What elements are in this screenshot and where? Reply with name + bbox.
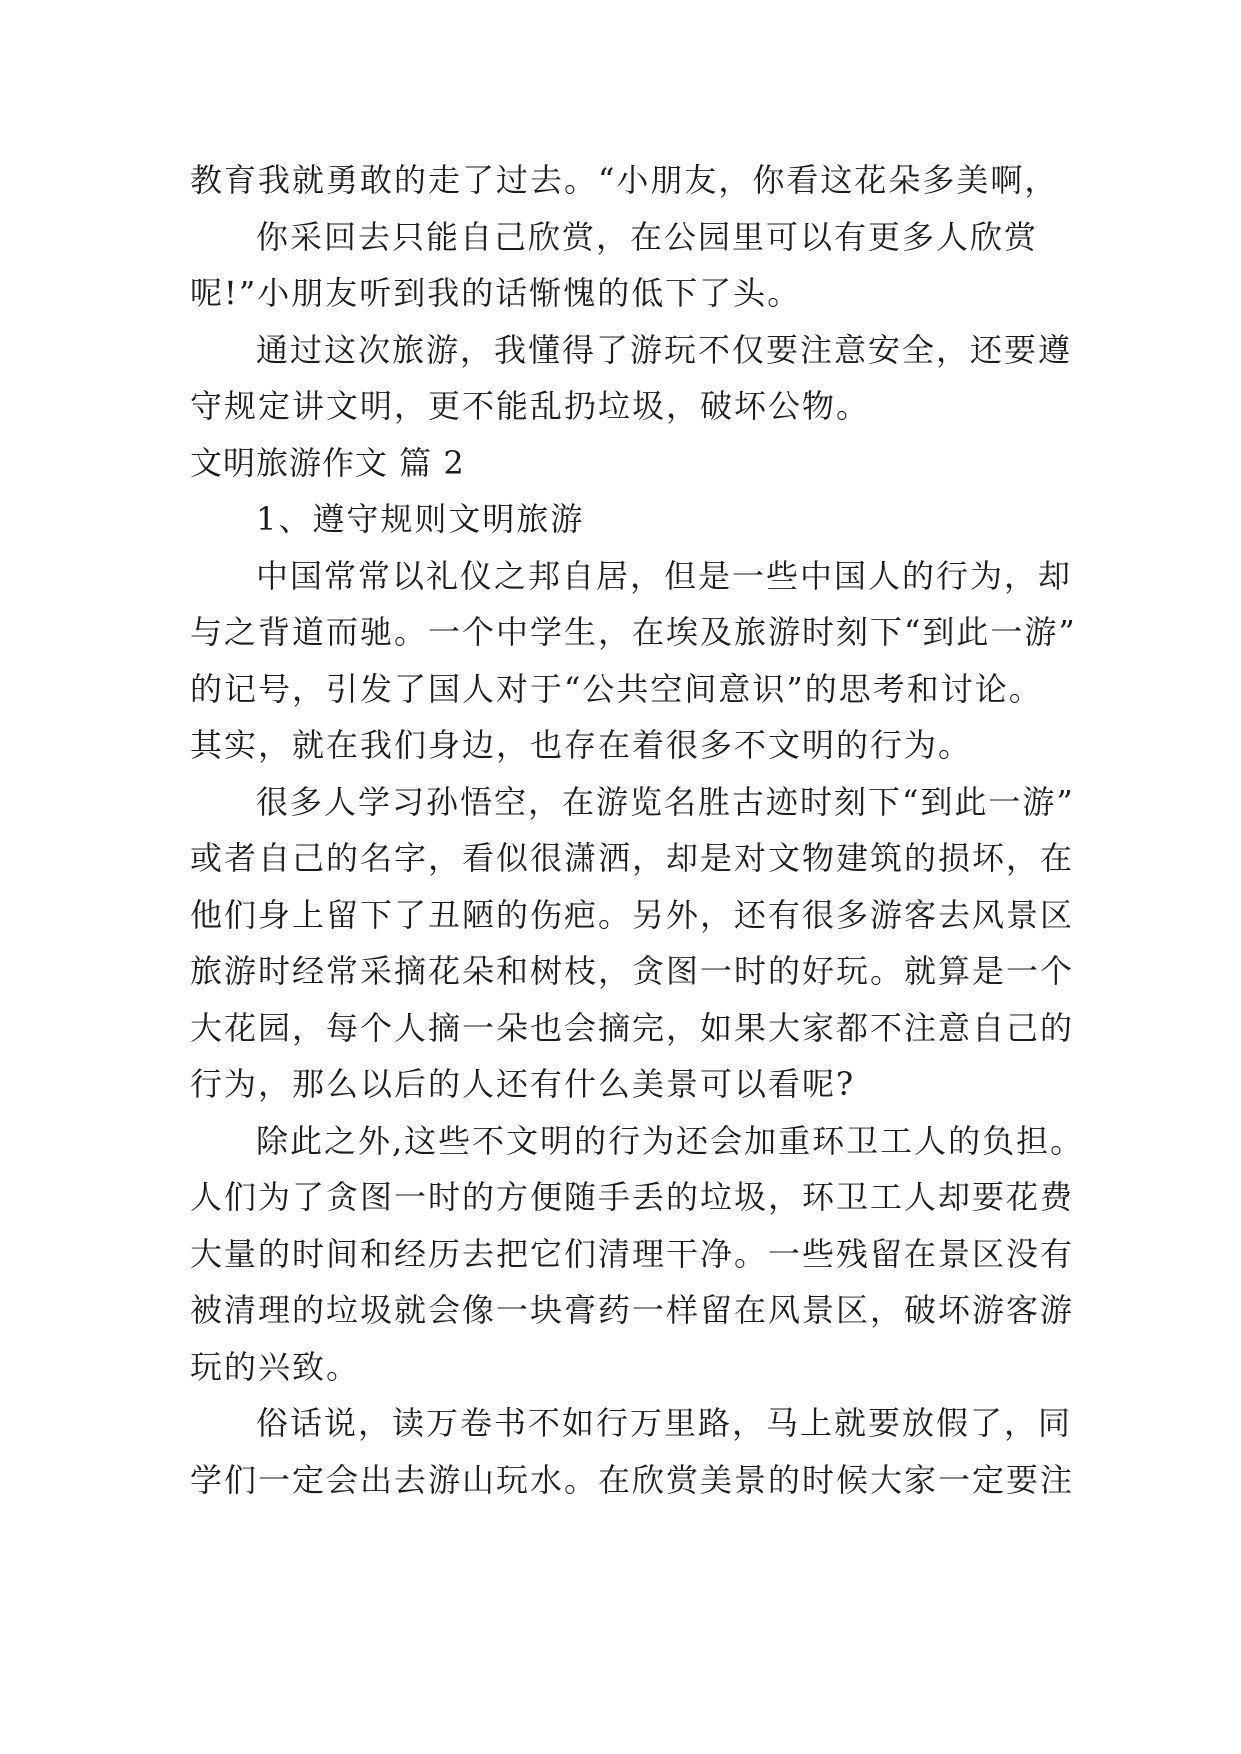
text-line: 守规定讲文明，更不能乱扔垃圾，破坏公物。 — [190, 387, 871, 425]
text-line: 俗话说，读万卷书不如行万里路，马上就要放假了，同 — [256, 1404, 1073, 1442]
text-line: 或者自己的名字，看似很潇洒，却是对文物建筑的损坏，在 — [190, 839, 1075, 877]
document-body — [190, 152, 1085, 1508]
text-line: 教育我就勇敢的走了过去。“小朋友，你看这花朵多美啊， — [190, 161, 1059, 199]
text-line: 通过这次旅游，我懂得了游玩不仅要注意安全，还要遵 — [256, 330, 1073, 369]
text-line: 他们身上留下了丑陋的伤疤。另外，还有很多游客去风景区 — [190, 895, 1075, 934]
text-line: 中国常常以礼仪之邦自居，但是一些中国人的行为，却 — [256, 556, 1073, 595]
text-line: 呢!”小朋友听到我的话惭愧的低下了头。 — [190, 274, 802, 312]
text-line: 学们一定会出去游山玩水。在欣赏美景的时候大家一定要注 — [190, 1460, 1075, 1499]
text-line: 被清理的垃圾就会像一块膏药一样留在风景区，破坏游客游 — [190, 1291, 1075, 1329]
text-line: 大花园，每个人摘一朵也会摘完，如果大家都不注意自己的 — [190, 1008, 1075, 1047]
text-line: 其实，就在我们身边，也存在着很多不文明的行为。 — [190, 726, 973, 764]
text-line: 人们为了贪图一时的方便随手丢的垃圾，环卫工人却要花费 — [190, 1178, 1075, 1216]
text-line: 除此之外,这些不文明的行为还会加重环卫工人的负担。 — [256, 1121, 1085, 1160]
text-line: 1、遵守规则文明旅游 — [256, 500, 585, 538]
text-line: 大量的时间和经历去把它们清理干净。一些残留在景区没有 — [190, 1234, 1075, 1273]
text-line: 玩的兴致。 — [190, 1347, 361, 1386]
text-line: 行为，那么以后的人还有什么美景可以看呢? — [190, 1065, 856, 1103]
text-line: 的记号，引发了国人对于“公共空间意识”的思考和讨论。 — [190, 669, 1043, 708]
section-heading: 文明旅游作文 篇 2 — [190, 443, 465, 482]
text-line: 旅游时经常采摘花朵和树枝，贪图一时的好玩。就算是一个 — [190, 952, 1075, 990]
text-line: 很多人学习孙悟空，在游览名胜古迹时刻下“到此一游” — [256, 782, 1075, 821]
text-line: 你采回去只能自己欣赏，在公园里可以有更多人欣赏 — [256, 217, 1039, 256]
text-line: 与之背道而驰。一个中学生，在埃及旅游时刻下“到此一游” — [190, 613, 1077, 651]
